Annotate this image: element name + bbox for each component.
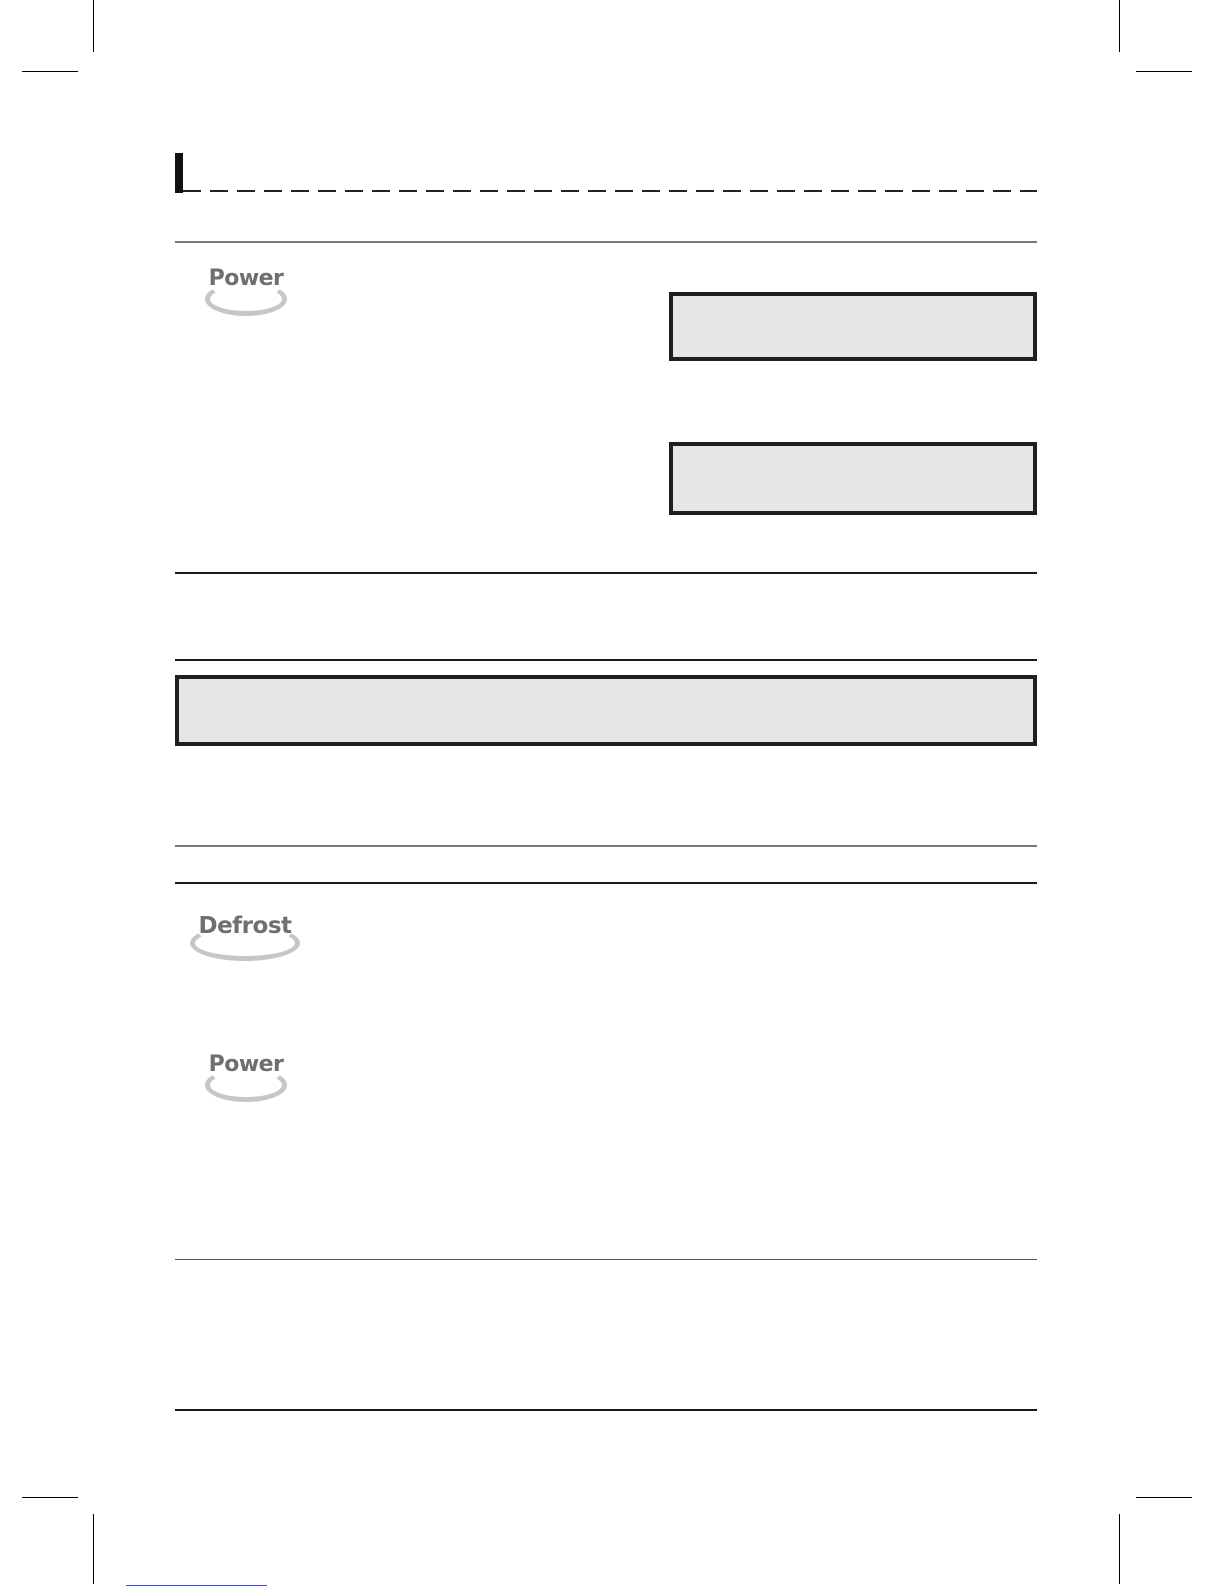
power-key-2-label: Power — [208, 1052, 284, 1077]
divider-3 — [175, 659, 1037, 661]
crop-mark-bottom-right-vertical — [1119, 1514, 1120, 1584]
crop-mark-bottom-right-horizontal — [1136, 1497, 1192, 1498]
divider-7 — [175, 1409, 1037, 1411]
defrost-key[interactable] — [190, 913, 300, 961]
divider-6 — [175, 1259, 1037, 1260]
crop-mark-top-left-horizontal — [22, 71, 78, 72]
crop-mark-bottom-left-vertical — [93, 1514, 94, 1584]
crop-mark-top-left-vertical — [93, 0, 94, 52]
power-key-2[interactable] — [205, 1052, 287, 1102]
section-dashed-rule — [183, 188, 1037, 194]
display-panel-1 — [669, 292, 1037, 361]
divider-5 — [175, 882, 1037, 884]
display-panel-wide — [175, 675, 1037, 746]
power-key-label: Power — [208, 266, 284, 291]
divider-4 — [175, 845, 1037, 847]
section-marker — [175, 153, 183, 193]
crop-mark-top-right-vertical — [1119, 0, 1120, 52]
divider-1 — [175, 241, 1037, 243]
crop-mark-bottom-left-horizontal — [22, 1497, 78, 1498]
power-key[interactable] — [205, 266, 287, 316]
crop-mark-top-right-horizontal — [1136, 71, 1192, 72]
divider-2 — [175, 572, 1037, 574]
display-panel-2 — [669, 442, 1037, 515]
defrost-key-label: Defrost — [198, 913, 292, 939]
